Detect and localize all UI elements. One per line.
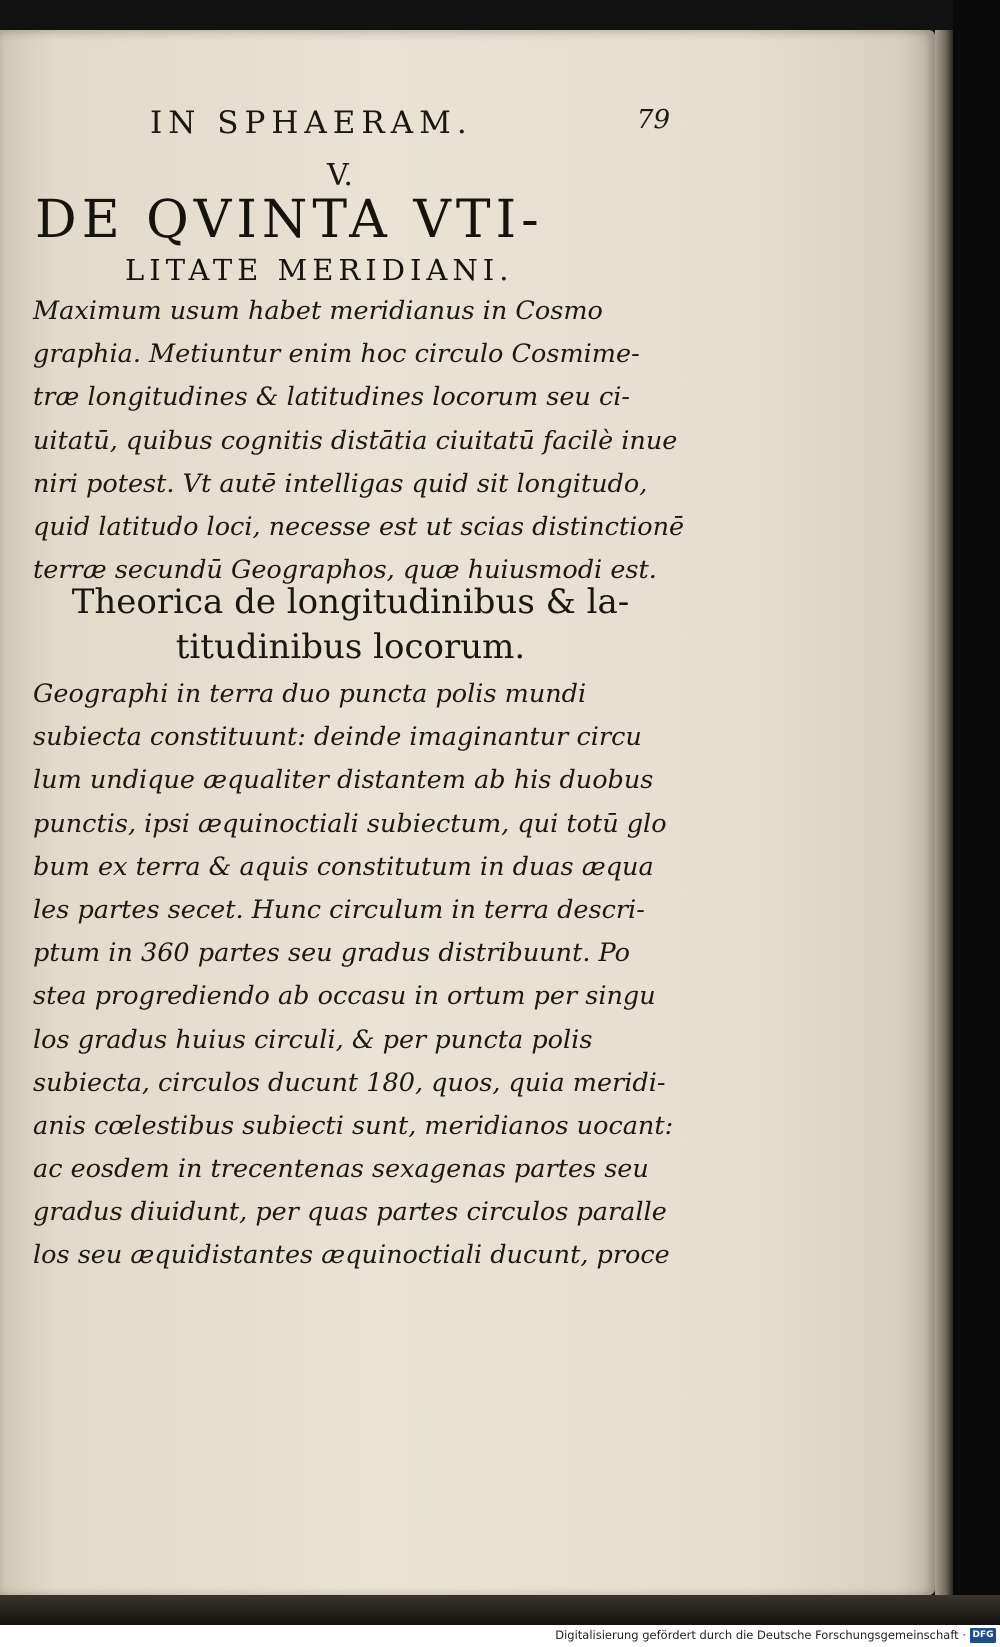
- running-title: IN SPHAERAM.: [150, 105, 473, 141]
- text-line: gradus diuidunt, per quas partes circulos paralle: [33, 1197, 667, 1228]
- text-line: les partes secet. Hunc circulum in terra descri-: [33, 894, 645, 925]
- text-line: terræ secundū Geographos, quæ huiusmodi est.: [33, 555, 657, 586]
- scan-bottom-edge: [0, 1595, 1000, 1625]
- scan-background: [953, 0, 1000, 1647]
- section-title-line: Theorica de longitudinibus & la-: [71, 582, 630, 622]
- paragraph-1: [33, 290, 685, 592]
- text-line: subiecta constituunt: deinde imaginantur circu: [33, 722, 642, 753]
- section-title-line: titudinibus locorum.: [175, 627, 526, 667]
- text-line: stea progrediendo ab occasu in ortum per singu: [33, 981, 656, 1012]
- paragraph-2: [33, 673, 674, 1278]
- text-line: uitatū, quibus cognitis distātia ciuitatū facilè inue: [33, 425, 678, 456]
- text-line: ac eosdem in trecentenas sexagenas partes seu: [33, 1154, 649, 1185]
- text-line: anis cœlestibus subiecti sunt, meridianos uocant:: [33, 1110, 674, 1141]
- text-line: quid latitudo loci, necesse est ut scias distinctionē: [33, 511, 685, 542]
- text-line: subiecta, circulos ducunt 180, quos, quia meridi-: [33, 1067, 666, 1098]
- text-line: graphia. Metiuntur enim hoc circulo Cosmime-: [33, 339, 640, 370]
- dfg-logo-icon: DFG: [970, 1628, 996, 1643]
- page-edge: [935, 30, 953, 1595]
- chapter-heading-line-2: LITATE MERIDIANI.: [125, 253, 514, 287]
- chapter-heading-line-1: DE QVINTA VTI-: [35, 190, 544, 250]
- section-title: [33, 580, 668, 670]
- running-head: [150, 105, 670, 145]
- chapter-number: V.: [327, 158, 353, 193]
- text-line: Geographi in terra duo puncta polis mundi: [33, 679, 587, 709]
- text-line: ptum in 360 partes seu gradus distribuunt. Po: [33, 938, 631, 969]
- folio-number: 79: [636, 105, 670, 135]
- footer-bar: [0, 1625, 1000, 1647]
- text-line: los seu æquidistantes æquinoctiali ducunt, proce: [33, 1240, 670, 1271]
- text-line: Maximum usum habet meridianus in Cosmo: [33, 296, 603, 326]
- text-line: niri potest. Vt autē intelligas quid sit longitudo,: [33, 468, 648, 499]
- text-line: lum undique æqualiter distantem ab his duobus: [33, 765, 654, 796]
- text-line: punctis, ipsi æquinoctiali subiectum, qui totū glo: [33, 808, 667, 839]
- text-line: los gradus huius circuli, & per puncta polis: [33, 1024, 593, 1055]
- text-line: bum ex terra & aquis constitutum in duas æqua: [33, 851, 654, 882]
- text-line: træ longitudines & latitudines locorum seu ci-: [33, 382, 630, 413]
- funding-credit: Digitalisierung gefördert durch die Deutsche Forschungsgemeinschaft ·: [555, 1628, 966, 1642]
